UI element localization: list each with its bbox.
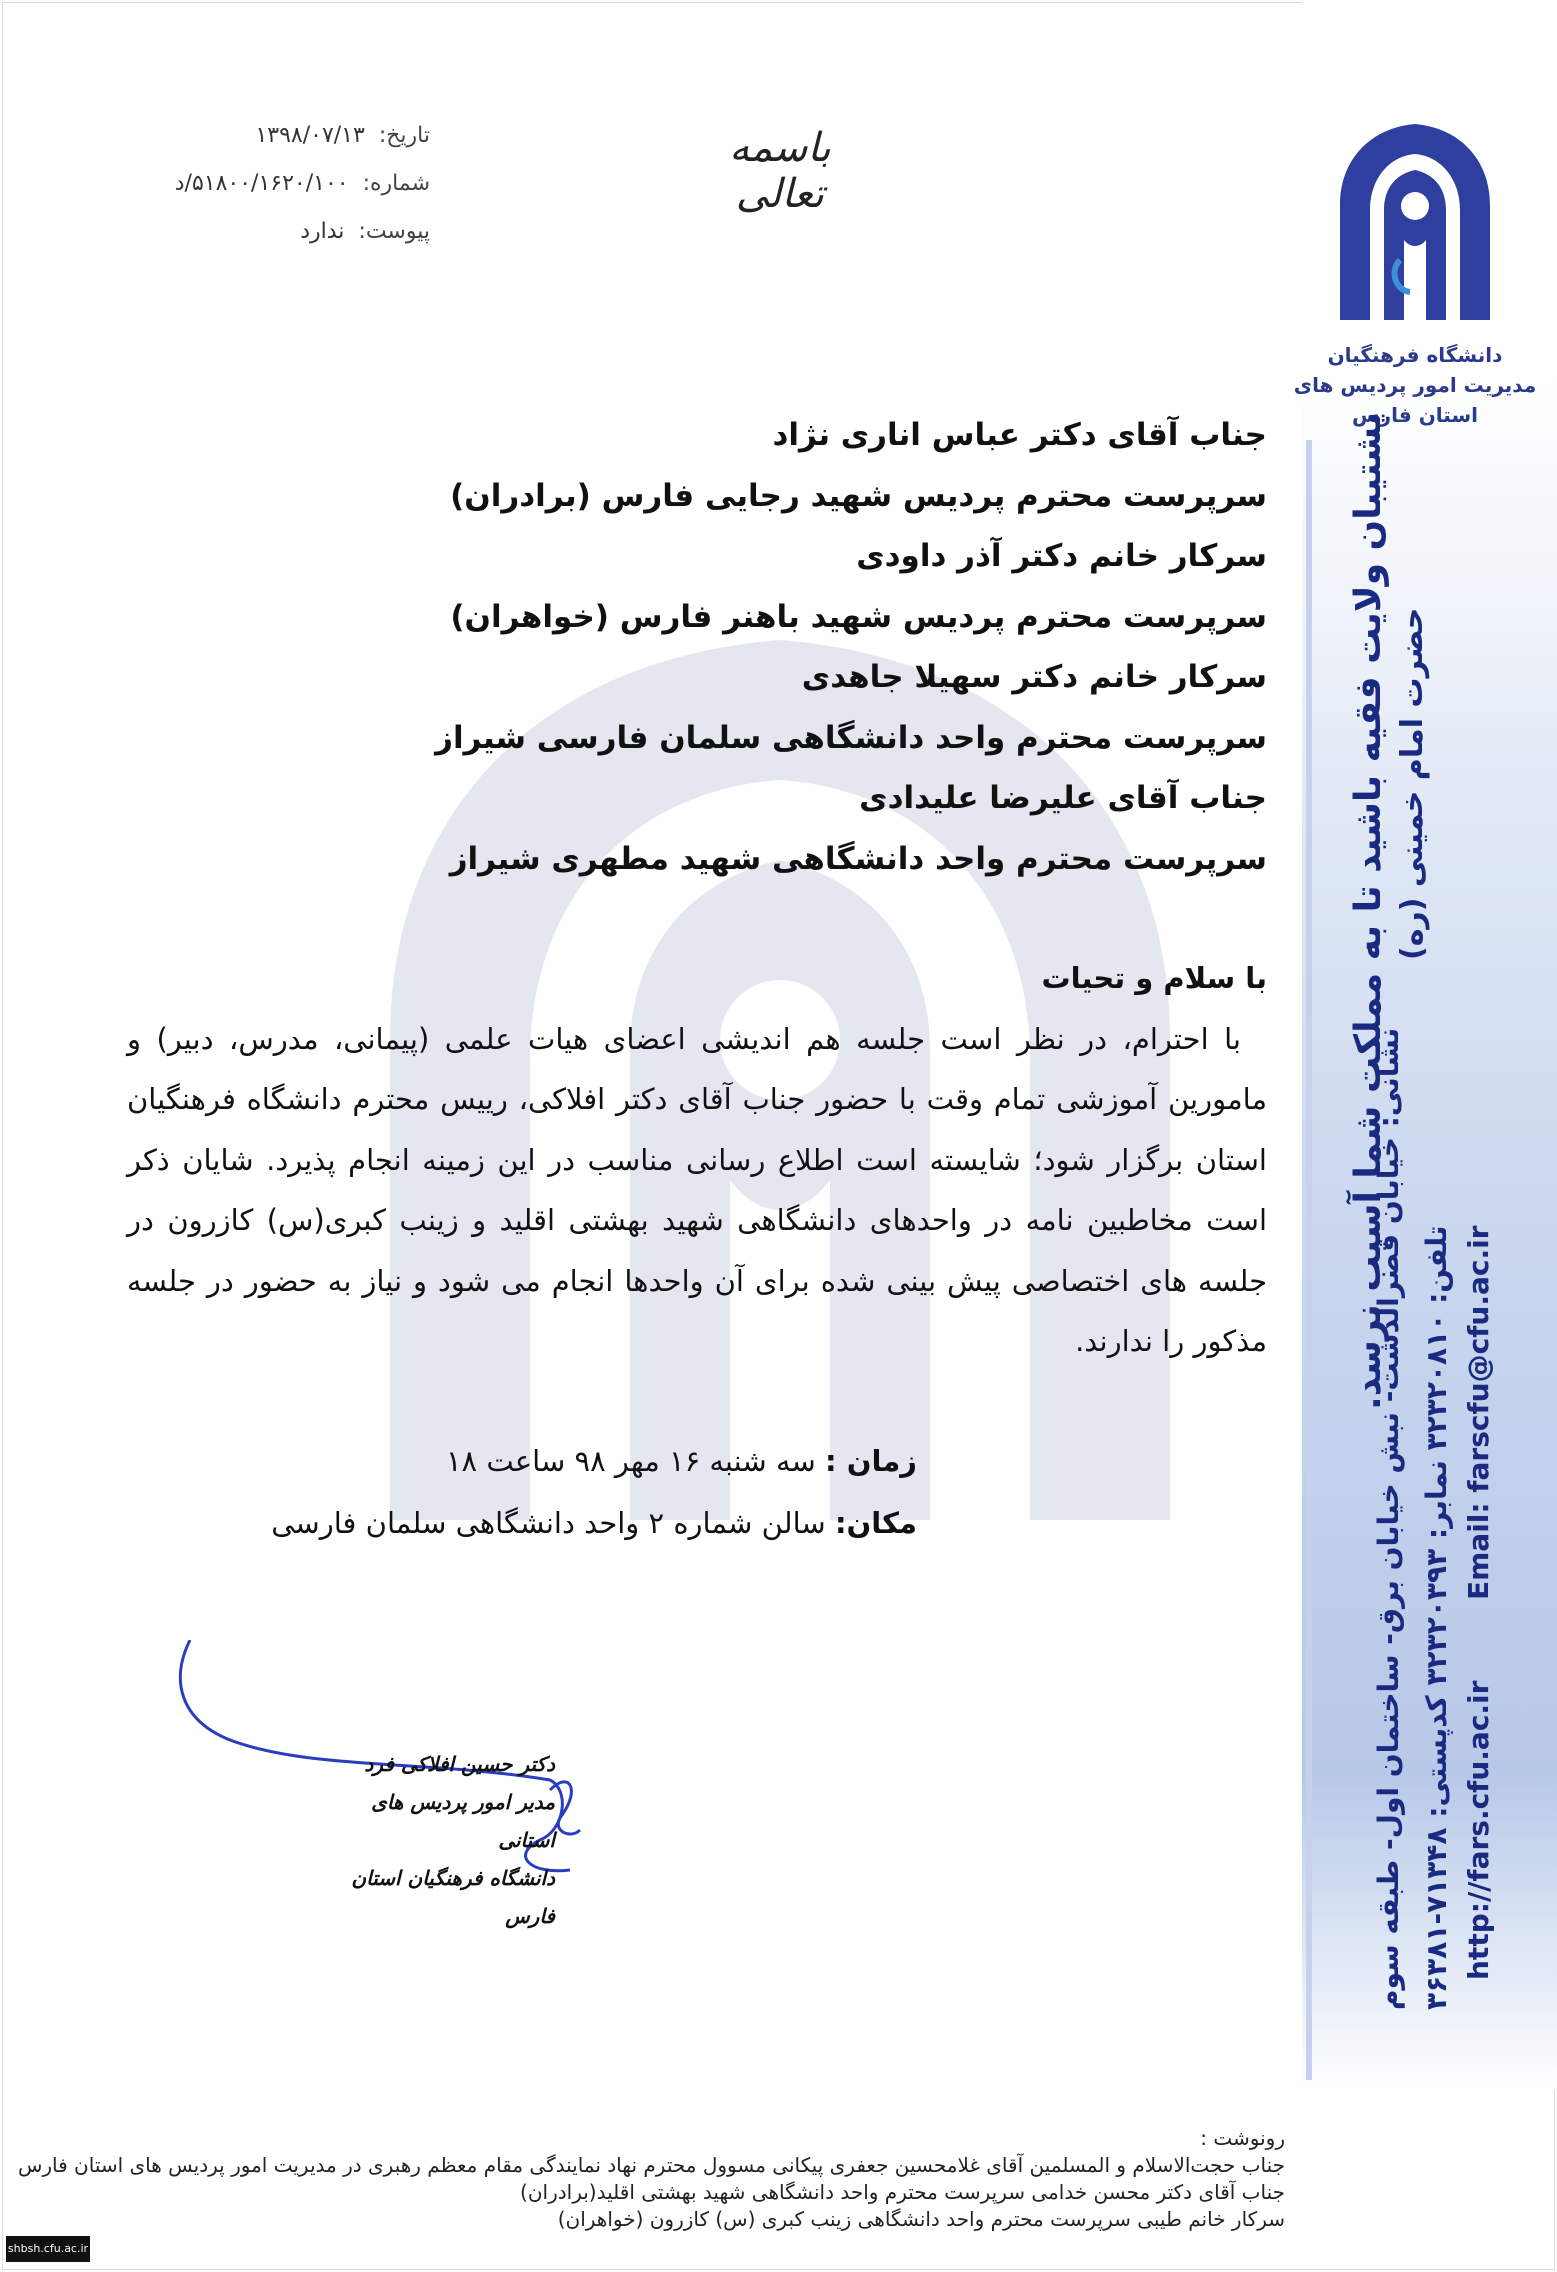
sidebar-address: نشانی: خیابان قصرالدشت- نبش خیابان برق- ساختمان اول- طبقه سوم	[1372, 1027, 1405, 2010]
sidebar-quote-source: حضرت امام خمینی (ره)	[1395, 607, 1430, 960]
date-label: تاریخ:	[378, 123, 430, 148]
signatory-title: مدیر امور پردیس های استانی	[371, 1790, 555, 1852]
recipient-line: سرپرست محترم پردیس شهید باهنر فارس (خواهران)	[450, 598, 1267, 635]
recipient-line: سرپرست محترم پردیس شهید رجایی فارس (برادران)	[450, 477, 1267, 514]
recipient-line: سرکار خانم دکتر آذر داودی	[856, 538, 1267, 574]
date-row	[100, 112, 430, 160]
recipient-line: جناب آقای علیرضا علیدادی	[859, 780, 1267, 816]
meeting-time	[217, 1430, 917, 1492]
bismillah: باسمه تعالی	[729, 125, 831, 217]
recipient-line: سرپرست محترم واحد دانشگاهی شهید مطهری شیراز	[449, 840, 1267, 877]
sidebar-quote: پشتیبان ولایت فقیه باشید تا به مملکت شما آسیب نرسد.	[1348, 412, 1389, 1410]
letter-body	[127, 948, 1267, 1372]
organization-name	[1290, 340, 1540, 430]
meeting-info	[217, 1430, 917, 1554]
date-value: ۱۳۹۸/۰۷/۱۳	[255, 123, 365, 148]
cc-line: جناب حجت‌الاسلام و المسلمین آقای غلامحسین جعفری پیکانی مسوول محترم نهاد نمایندگی مقام معظم رهبری در مدیریت امور پردیس های استان فارس	[17, 2153, 1285, 2177]
university-logo-icon	[1330, 120, 1500, 330]
attachment-value: ندارد	[300, 219, 345, 244]
place-value: سالن شماره ۲ واحد دانشگاهی سلمان فارسی	[271, 1506, 835, 1540]
place-label: مکان:	[834, 1506, 917, 1540]
signatory-org: دانشگاه فرهنگیان استان فارس	[351, 1866, 555, 1928]
meeting-place	[217, 1492, 917, 1554]
carbon-copy	[17, 2125, 1285, 2233]
cc-line: جناب آقای دکتر محسن خدامی سرپرست محترم واحد دانشگاهی شهید بهشتی اقلید(برادران)	[520, 2180, 1285, 2204]
signatory-name: دکتر حسین افلاکی فرد	[364, 1752, 555, 1776]
sidebar-contact: تلفن: ۳۲۳۲۰۸۱۰ نمابر: ۳۲۳۲۰۳۹۳ کدپستی: ۷۱۳۴۸-۳۶۳۸۱	[1420, 1225, 1453, 2010]
signatory	[335, 1745, 555, 1935]
number-value: ۵۱۸۰۰/۱۶۲۰/۱۰۰/د	[174, 171, 349, 196]
number-row	[100, 160, 430, 208]
cc-line: سرکار خانم طیبی سرپرست محترم واحد دانشگاهی زینب کبری (س) کازرون (خواهران)	[557, 2207, 1285, 2231]
greeting: با سلام و تحیات	[1041, 961, 1267, 995]
footer-site-mark: shbsh.cfu.ac.ir	[6, 2236, 90, 2262]
sidebar-divider	[1306, 440, 1312, 2080]
recipient-line: سرکار خانم دکتر سهیلا جاهدی	[801, 659, 1267, 695]
sidebar-email-link[interactable]: Email: farscfu@cfu.ac.ir	[1462, 1225, 1495, 1600]
org-line-2: مدیریت امور پردیس های	[1293, 373, 1537, 397]
time-value: سه شنبه ۱۶ مهر ۹۸ ساعت ۱۸	[445, 1444, 826, 1478]
cc-label: رونوشت :	[1200, 2126, 1285, 2150]
sidebar-website-link[interactable]: http://fars.cfu.ac.ir	[1462, 1680, 1495, 1980]
attachment-label: پیوست:	[358, 219, 430, 244]
recipient-line: سرپرست محترم واحد دانشگاهی سلمان فارسی شیراز	[435, 719, 1267, 756]
org-line-3: استان فارس	[1352, 403, 1478, 427]
recipient-line: جناب آقای دکتر عباس اناری نژاد	[772, 417, 1267, 453]
recipients-list	[367, 405, 1267, 889]
attachment-row	[100, 208, 430, 256]
number-label: شماره:	[362, 171, 430, 196]
org-line-1: دانشگاه فرهنگیان	[1327, 343, 1503, 367]
letter-meta	[100, 112, 430, 256]
body-paragraph: با احترام، در نظر است جلسه هم اندیشی اعضای هیات علمی (پیمانی، مدرس، دبیر) و مامورین آموزشی تمام وقت با حضور جناب آقای دکتر افلاکی، رییس محترم دانشگاه فرهنگیان استان برگزار شود؛ شایسته است اطلاع رسانی مناسب در این زمینه انجام پذیرد. شایان ذکر است مخاطبین نامه در واحدهای دانشگاهی شهید بهشتی اقلید و زینب کبری(س) کازرون در جلسه های اختصاصی پیش بینی شده برای آن واحدها انجام می شود و نیاز به حضور در جلسه مذکور را ندارند.	[127, 1021, 1267, 1358]
time-label: زمان :	[825, 1444, 917, 1478]
